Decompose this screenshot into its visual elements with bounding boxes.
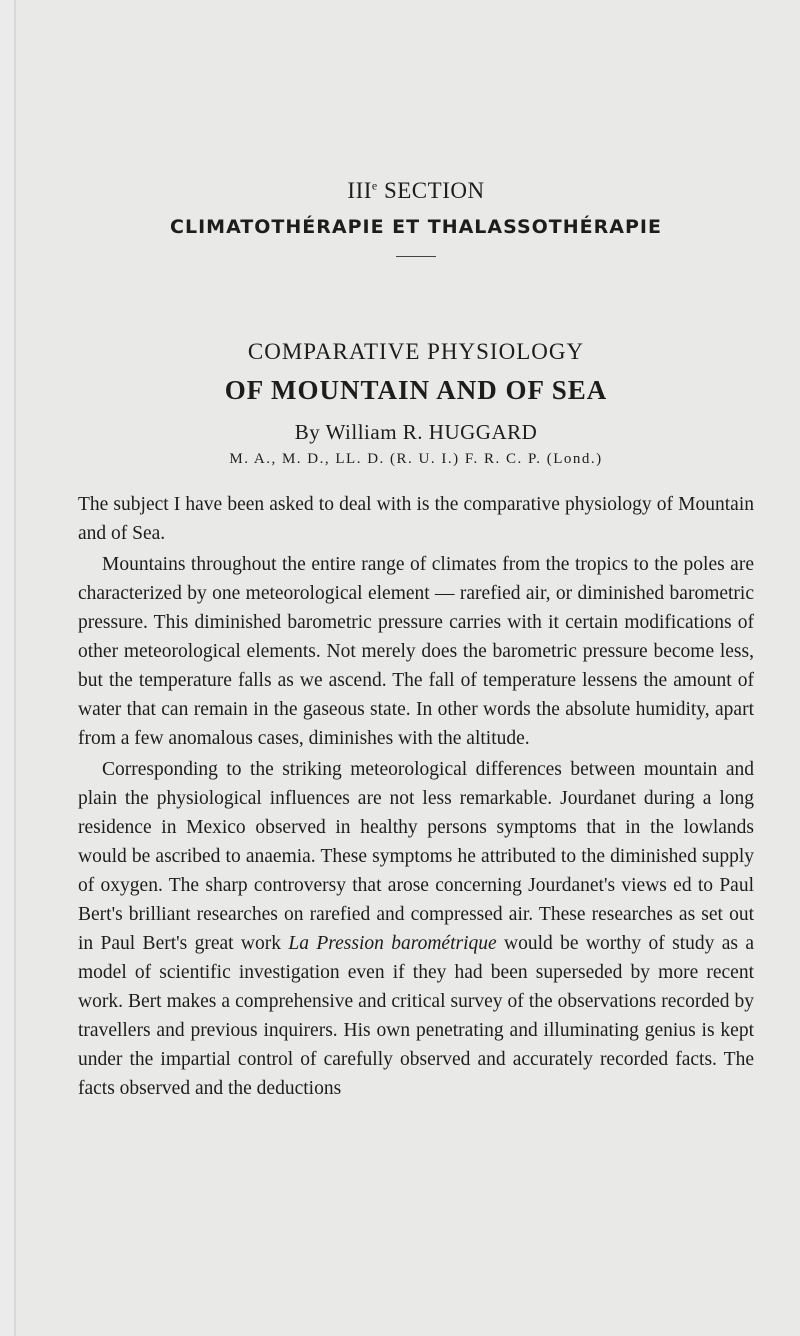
paragraph-3-rest: would be worthy of study as a model of scientific investigation even if they had been superseded by more recent work. Bert makes a comprehensive and critical survey of the observations recorded by travellers and previous inquirers. His own penetrating and illuminating genius is kept under the impartial control of carefully observed and accurately recorded facts. The facts observed and the deductions [78,933,755,1099]
paragraph-3-text: Corresponding to the striking meteorological differences between mountain and plain the physiological influences are not less remarkable. Jourdanet during a long residence in Mexico observed in healthy persons symptoms that in the lowlands would be ascribed to anaemia. These symptoms he attributed to the diminished supply of oxygen. The sharp controversy that arose concerning Jourdanet's views ed to Paul Bert's brilliant researches on rarefied and compressed air. These researches as set out in Paul Bert's great work [78,759,754,954]
paragraph-2: Mountains throughout the entire range of climates from the tropics to the poles are characterized by one meteorological element — rarefied air, or diminished barometric pressure. This diminished barometric pressure carries with it certain modifications of other meteorological elements. Not merely does the barometric pressure become less, but the temperature falls as we ascend. The fall of temperature lessens the amount of water that can remain in the gaseous state. In other words the absolute humidity, apart from a few anomalous cases, diminishes with the altitude. [78,554,754,749]
paragraph-1: The subject I have been asked to deal with is the comparative physiology of Mountain and of Sea. [78,494,754,544]
section-number: III [347,178,372,203]
book-title: La Pression barométrique [288,933,497,954]
paragraph-3 [78,755,754,1103]
divider-rule [396,256,436,257]
author-degrees: M. A., M. D., LL. D. (R. U. I.) F. R. C. P. (Lond.) [229,451,603,467]
article-title: OF MOUNTAIN AND OF SEA [224,375,608,405]
author-byline: By William R. HUGGARD [294,420,538,444]
article-body [78,490,754,1103]
section-title: CLIMATOTHÉRAPIE ET THALASSOTHÉRAPIE [170,216,662,238]
article-content [78,178,754,1103]
page [14,0,800,1336]
section-label: SECTION [383,178,485,203]
section-suffix: e [371,178,378,193]
section-heading [78,178,754,204]
article-subtitle: COMPARATIVE PHYSIOLOGY [247,339,585,364]
